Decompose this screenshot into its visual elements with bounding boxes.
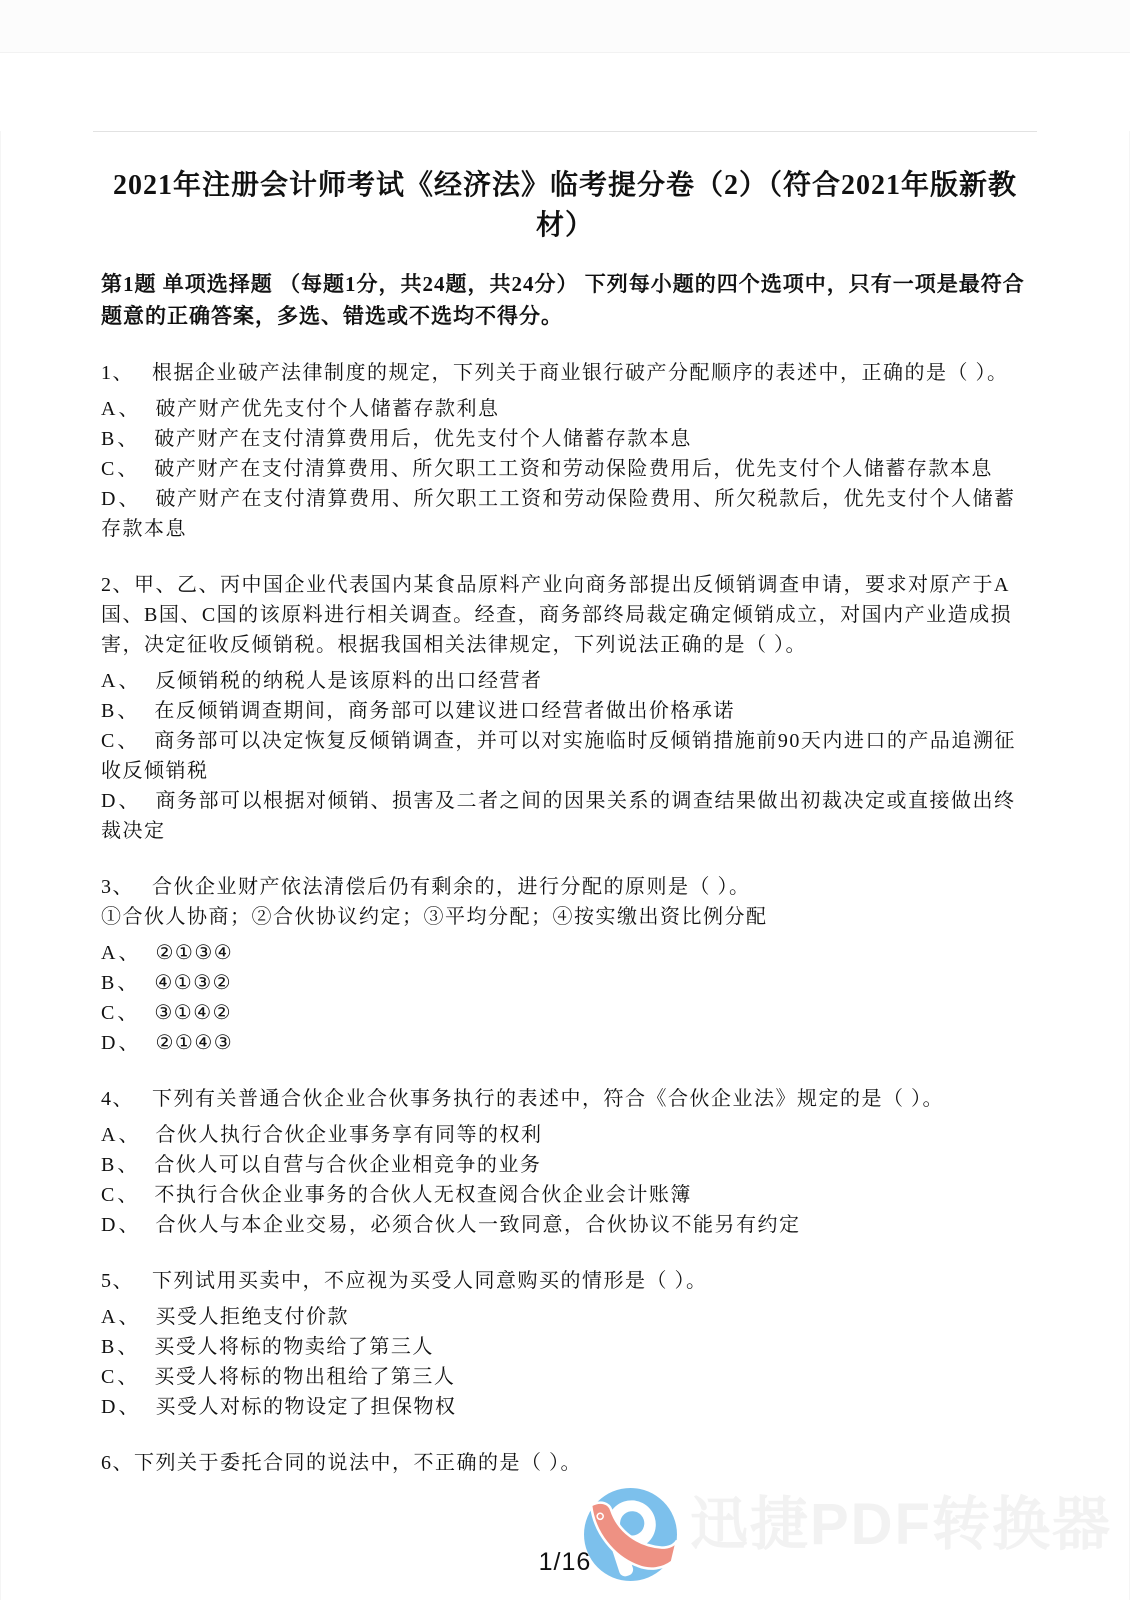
option-a [101,394,1029,424]
option-label: B、 [101,428,141,450]
page-number: 1/16 [538,1548,592,1576]
option-text: ④①③② [154,972,233,994]
option-label: C、 [101,1184,141,1206]
question-number: 4、 [101,1088,134,1110]
option-label: A、 [101,1306,142,1328]
option-label: B、 [101,972,141,994]
option-c [101,1180,1029,1210]
option-text: 破产财产在支付清算费用、所欠职工工资和劳动保险费用、所欠税款后，优先支付个人储蓄存款本息 [101,488,1016,540]
option-text: 买受人将标的物出租给了第三人 [154,1366,456,1388]
question-4 [101,1084,1029,1240]
question-stem [101,1084,1029,1114]
option-label: A、 [101,398,142,420]
question-stem-text: 根据企业破产法律制度的规定，下列关于商业银行破产分配顺序的表述中，正确的是（ ）。 [152,362,1009,384]
option-label: D、 [101,1396,142,1418]
option-c [101,998,1029,1028]
option-b [101,968,1029,998]
option-text: 在反倾销调查期间，商务部可以建议进口经营者做出价格承诺 [154,700,735,722]
option-label: C、 [101,1366,141,1388]
option-d [101,1028,1029,1058]
section-header: 第1题 单项选择题 （每题1分，共24题，共24分） 下列每小题的四个选项中，只有一项是最符合题意的正确答案，多选、错选或不选均不得分。 [101,272,1025,328]
option-text: 反倾销税的纳税人是该原料的出口经营者 [155,670,543,692]
options-list [101,938,1029,1058]
question-2 [101,570,1029,846]
question-stem [101,1266,1029,1296]
option-label: A、 [101,942,142,964]
question-3 [101,872,1029,1058]
option-c [101,726,1029,786]
option-b [101,696,1029,726]
option-label: C、 [101,458,141,480]
option-c [101,1362,1029,1392]
option-label: D、 [101,1032,142,1054]
question-number: 1、 [101,362,134,384]
document-content [1,166,1129,1478]
options-list [101,1302,1029,1422]
option-a [101,938,1029,968]
page-divider [93,131,1037,132]
option-text: 合伙人与本企业交易，必须合伙人一致同意，合伙协议不能另有约定 [155,1214,801,1236]
page-body [0,131,1130,1600]
question-6 [101,1448,1029,1478]
option-label: B、 [101,1336,141,1358]
question-5 [101,1266,1029,1422]
option-text: 破产财产在支付清算费用、所欠职工工资和劳动保险费用后，优先支付个人储蓄存款本息 [154,458,993,480]
option-text: ②①④③ [155,1032,234,1054]
option-label: D、 [101,488,142,510]
question-stem-text: 下列有关普通合伙企业合伙事务执行的表述中，符合《合伙企业法》规定的是（ ）。 [152,1088,944,1110]
option-d [101,484,1029,544]
option-text: 不执行合伙企业事务的合伙人无权查阅合伙企业会计账簿 [154,1184,692,1206]
option-c [101,454,1029,484]
option-d [101,1392,1029,1422]
page-top-gap [0,0,1130,53]
option-b [101,1332,1029,1362]
option-label: A、 [101,670,142,692]
option-label: B、 [101,1154,141,1176]
option-text: 买受人将标的物卖给了第三人 [154,1336,434,1358]
option-label: B、 [101,700,141,722]
question-number: 6、 [101,1452,134,1474]
option-b [101,1150,1029,1180]
question-number: 2、 [101,574,134,596]
option-label: D、 [101,790,142,812]
question-sub-stem: ①合伙人协商；②合伙协议约定；③平均分配；④按实缴出资比例分配 [101,906,768,928]
option-label: D、 [101,1214,142,1236]
option-text: 商务部可以决定恢复反倾销调查，并可以对实施临时反倾销措施前90天内进口的产品追溯征收反倾销税 [101,730,1016,782]
option-text: 买受人拒绝支付价款 [155,1306,349,1328]
option-a [101,1120,1029,1150]
option-text: 合伙人执行合伙企业事务享有同等的权利 [155,1124,543,1146]
question-stem [101,872,1029,902]
option-a [101,666,1029,696]
option-a [101,1302,1029,1332]
page-title: 2021年注册会计师考试《经济法》临考提分卷（2）（符合2021年版新教材） [112,170,1017,241]
question-number: 5、 [101,1270,134,1292]
option-text: ②①③④ [155,942,234,964]
options-list [101,666,1029,846]
option-d [101,786,1029,846]
question-stem-text: 甲、乙、丙中国企业代表国内某食品原料产业向商务部提出反倾销调查申请，要求对原产于A国、B国、C国的该原料进行相关调查。经查，商务部终局裁定确定倾销成立，对国内产业造成损害，决定征收反倾销税。根据我国相关法律规定，下列说法正确的是（ ）。 [101,574,1013,656]
option-text: 合伙人可以自营与合伙企业相竞争的业务 [154,1154,542,1176]
pdf-converter-watermark-text: 迅捷PDF转换器 [690,1492,1113,1557]
option-text: 商务部可以根据对倾销、损害及二者之间的因果关系的调查结果做出初裁决定或直接做出终裁决定 [101,790,1016,842]
question-stem [101,1448,1029,1478]
option-text: 破产财产在支付清算费用后，优先支付个人储蓄存款本息 [154,428,692,450]
question-stem-text: 下列关于委托合同的说法中，不正确的是（ ）。 [134,1452,582,1474]
question-1 [101,358,1029,544]
option-text: 买受人对标的物设定了担保物权 [155,1396,457,1418]
question-stem [101,358,1029,388]
question-stem-text: 合伙企业财产依法清偿后仍有剩余的，进行分配的原则是（ ）。 [152,876,751,898]
question-number: 3、 [101,876,134,898]
option-d [101,1210,1029,1240]
option-text: ③①④② [154,1002,233,1024]
option-label: C、 [101,730,141,752]
option-label: A、 [101,1124,142,1146]
options-list [101,394,1029,544]
option-label: C、 [101,1002,141,1024]
question-stem [101,570,1029,660]
options-list [101,1120,1029,1240]
option-text: 破产财产优先支付个人储蓄存款利息 [155,398,500,420]
question-stem-text: 下列试用买卖中，不应视为买受人同意购买的情形是（ ）。 [152,1270,708,1292]
option-b [101,424,1029,454]
